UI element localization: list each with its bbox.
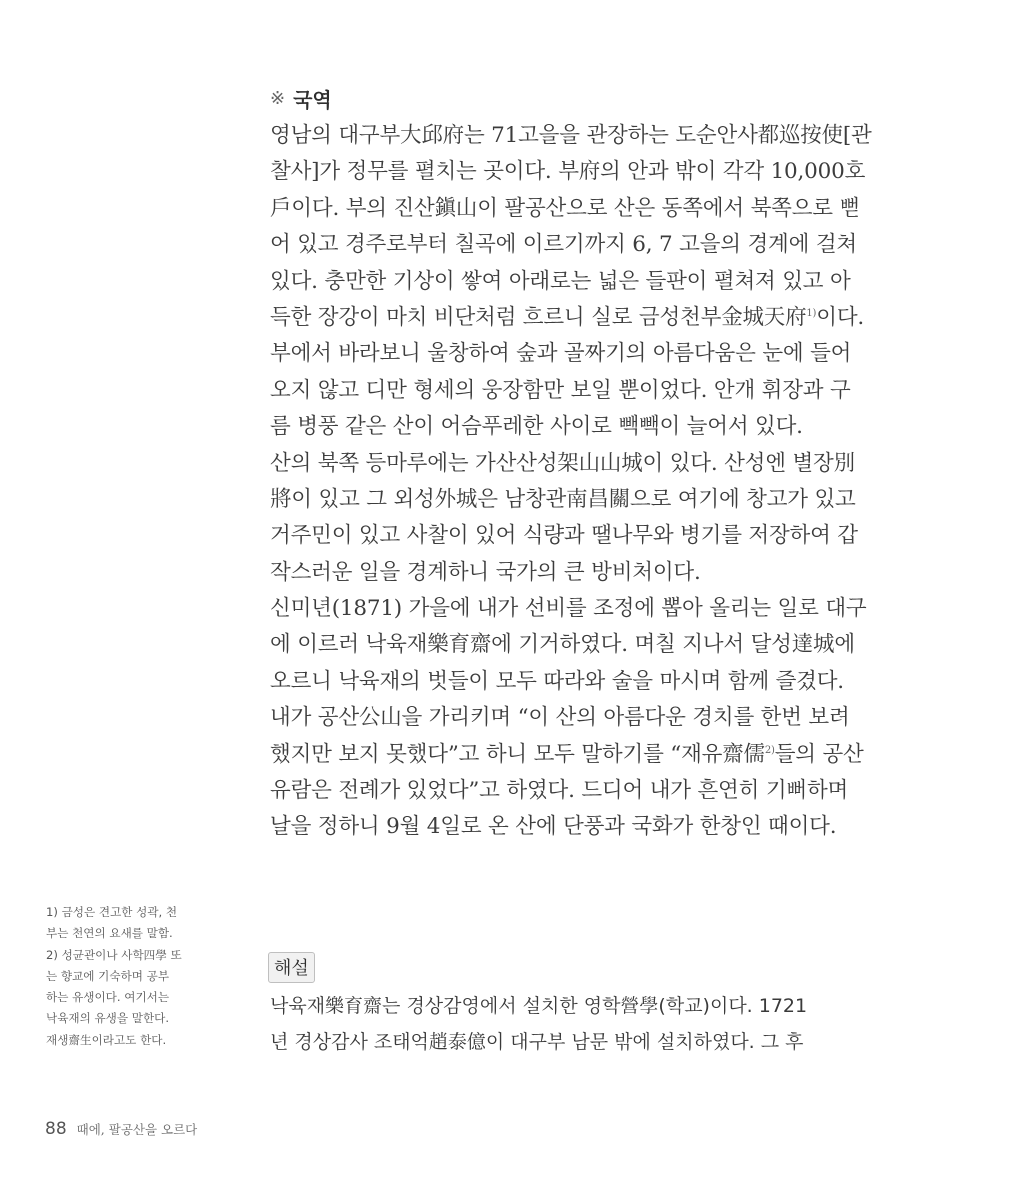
section-title: 국역 <box>293 88 332 112</box>
commentary-line: 년 경상감사 조태억趙泰億이 대구부 남문 밖에 설치하였다. 그 후 <box>270 1031 804 1053</box>
body-line: 있다. 충만한 기상이 쌓여 아래로는 넓은 들판이 펼쳐져 있고 아 <box>270 268 851 294</box>
body-line: 거주민이 있고 사찰이 있어 식량과 땔나무와 병기를 저장하여 갑 <box>270 523 858 549</box>
translation-body <box>270 118 872 846</box>
body-line: 날을 정하니 9월 4일로 온 산에 단풍과 국화가 한창인 때이다. <box>270 814 837 840</box>
body-line-text: 들의 공산 <box>774 741 864 767</box>
section-heading <box>270 84 332 113</box>
body-line: 산의 북쪽 등마루에는 가산산성架山山城이 있다. 산성엔 별장別 <box>270 450 855 476</box>
body-line <box>270 300 865 336</box>
page-number: 88 <box>45 1119 67 1139</box>
footnote-marker: 1) <box>806 307 817 319</box>
body-line-text: 했지만 보지 못했다”고 하니 모두 말하기를 “재유齋儒 <box>270 741 765 767</box>
body-line: 오르니 낙육재의 벗들이 모두 따라와 술을 마시며 함께 즐겼다. <box>270 668 844 694</box>
body-line: 작스러운 일을 경계하니 국가의 큰 방비처이다. <box>270 559 701 585</box>
body-line: 내가 공산公山을 가리키며 “이 산의 아름다운 경치를 한번 보려 <box>270 705 850 731</box>
running-title: 때에, 팔공산을 오르다 <box>76 1122 198 1137</box>
body-line: 에 이르러 낙육재樂育齋에 기거하였다. 며칠 지나서 달성達城에 <box>270 632 855 658</box>
body-line: 유람은 전례가 있었다”고 하였다. 드디어 내가 흔연히 기뻐하며 <box>270 778 849 804</box>
body-line: 름 병풍 같은 산이 어슴푸레한 사이로 빽빽이 늘어서 있다. <box>270 414 803 440</box>
commentary-label: 해설 <box>268 952 315 983</box>
commentary-body <box>270 988 860 1060</box>
body-line: 찰사]가 정무를 펼치는 곳이다. 부府의 안과 밖이 각각 10,000호 <box>270 159 866 185</box>
body-line: 戶이다. 부의 진산鎭山이 팔공산으로 산은 동쪽에서 북쪽으로 뻗 <box>270 195 861 221</box>
body-line: 어 있고 경주로부터 칠곡에 이르기까지 6, 7 고을의 경계에 걸쳐 <box>270 232 857 258</box>
footnote-line: 는 향교에 기숙하며 공부 <box>46 968 170 983</box>
footnote-line: 1) 금성은 견고한 성곽, 천 <box>46 905 178 919</box>
body-line-text: 득한 장강이 마치 비단처럼 흐르니 실로 금성천부金城天府 <box>270 304 807 330</box>
body-line: 오지 않고 디만 형세의 웅장함만 보일 뿐이었다. 안개 휘장과 구 <box>270 377 851 403</box>
body-line: 부에서 바라보니 울창하여 숲과 골짜기의 아름다움은 눈에 들어 <box>270 341 852 367</box>
commentary-line: 낙육재樂育齋는 경상감영에서 설치한 영학營學(학교)이다. 1721 <box>270 995 808 1017</box>
footnote-line: 낙육재의 유생을 말한다. <box>46 1011 170 1026</box>
body-line-text: 이다. <box>816 304 865 330</box>
footnote-line: 하는 유생이다. 여기서는 <box>46 990 170 1005</box>
page-footer <box>45 1119 197 1139</box>
body-line: 將이 있고 그 외성外城은 남창관南昌關으로 여기에 창고가 있고 <box>270 486 856 512</box>
footnote-marker: 2) <box>764 744 775 756</box>
body-line: 신미년(1871) 가을에 내가 선비를 조정에 뽑아 올리는 일로 대구 <box>270 596 867 622</box>
footnote-line: 부는 천연의 요새를 말함. <box>46 926 173 941</box>
body-line: 영남의 대구부大邱府는 71고을을 관장하는 도순안사都巡按使[관 <box>270 123 872 148</box>
reference-mark-icon: ※ <box>270 88 286 109</box>
footnotes <box>46 902 216 1051</box>
body-line <box>270 737 864 773</box>
footnote-line: 재생齋生이라고도 한다. <box>46 1032 167 1047</box>
footnote-line: 2) 성균관이나 사학四學 또 <box>46 947 182 962</box>
